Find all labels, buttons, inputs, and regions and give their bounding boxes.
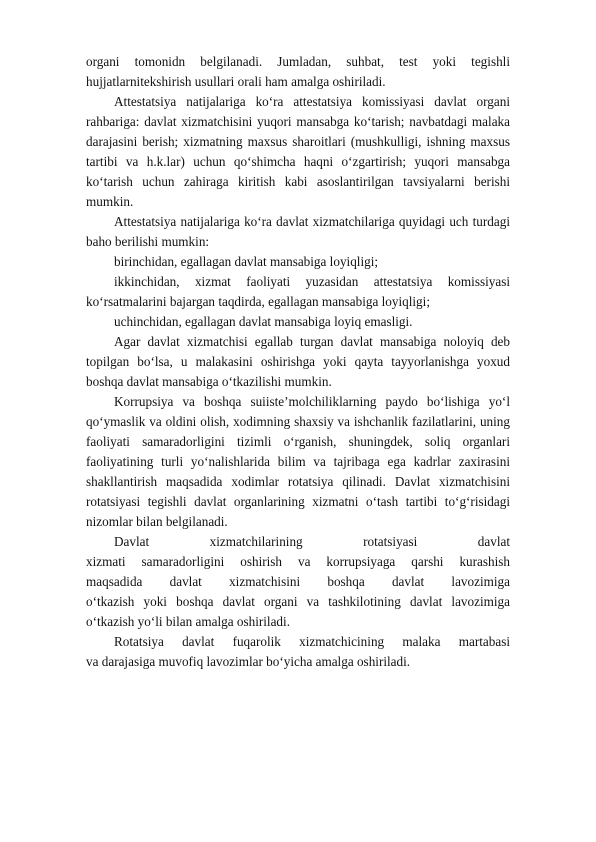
text-line: organi tomonidn belgilanadi. Jumladan, suhbat, test yoki tegishli	[86, 54, 510, 69]
paragraph-unfit-transfer: Agar davlat xizmatchisi egallab turgan davlat mansabiga noloyiq deb topilgan bo‘lsa, u malakasini oshirishga yoki qayta tayyorlanishga yoxud boshqa davlat mansabiga o‘tkazilishi mumkin.	[86, 334, 510, 389]
paragraph-attestation-grades: Attestatsiya natijalariga ko‘ra davlat xizmatchilariga quyidagi uch turdagi baho berilishi mumkin:	[86, 214, 510, 249]
paragraph-attestation-recommendations: Attestatsiya natijalariga ko‘ra attestatsiya komissiyasi davlat organi rahbariga: davlat xizmatchisini yuqori mansabga ko‘tarish; navbatdagi malaka darajasini berish; xizmatning maxsus sharoitlari (mushkulligi, ishning maxsus tartibi va h.k.lar) uchun qo‘shimcha haqni o‘zgartirish; yuqori mansabga ko‘tarish uchun zahiraga kiritish kabi asoslantirilgan tavsiyalarni berishi mumkin.	[86, 94, 510, 209]
text-line: o‘tkazish yo‘li bilan amalga oshiriladi.	[86, 614, 290, 629]
text-line: xizmati samaradorligini oshirish va korrupsiyaga qarshi kurashish	[86, 554, 510, 569]
text-line: hujjatlarnitekshirish usullari orali ham amalga oshiriladi.	[86, 74, 386, 89]
text-line: maqsadida davlat xizmatchisini boshqa davlat lavozimiga	[86, 574, 510, 589]
text-line: o‘tkazish yoki boshqa davlat organi va tashkilotining davlat lavozimiga	[86, 594, 510, 609]
document-page	[86, 52, 510, 672]
paragraph-rotation-rank	[86, 632, 510, 672]
text-line: Davlat xizmatchilarining rotatsiyasi davlat	[114, 534, 510, 549]
text-line: va darajasiga muvofiq lavozimlar bo‘yicha amalga oshiriladi.	[86, 654, 411, 669]
paragraph-rotation-purpose: Korrupsiya va boshqa suiiste’molchiliklarning paydo bo‘lishiga yo‘l qo‘ymaslik va oldini olish, xodimning shaxsiy va ishchanlik fazilatlarini, uning faoliyati samaradorligini tizimli o‘rganish, shuningdek, soliq organlari faoliyatining turli yo‘nalishlarida bilim va tajribaga ega kadrlar zaxirasini shakllantirish maqsadida xodimlar rotatsiya qilinadi. Davlat xizmatchisini rotatsiyasi tegishli davlat organlarining xizmatni o‘tash tartibi to‘g‘risidagi nizomlar bilan belgilanadi.	[86, 394, 510, 529]
paragraph-grade-third: uchinchidan, egallagan davlat mansabiga loyiq emasligi.	[114, 314, 413, 329]
paragraph-continuation	[86, 52, 510, 92]
paragraph-grade-second: ikkinchidan, xizmat faoliyati yuzasidan attestatsiya komissiyasi ko‘rsatmalarini bajargan taqdirda, egallagan mansabiga loyiqligi;	[86, 274, 510, 309]
text-line: Rotatsiya davlat fuqarolik xizmatchicining malaka martabasi	[114, 634, 510, 649]
paragraph-grade-first: birinchidan, egallagan davlat mansabiga loyiqligi;	[114, 254, 379, 269]
paragraph-rotation-method	[86, 532, 510, 632]
